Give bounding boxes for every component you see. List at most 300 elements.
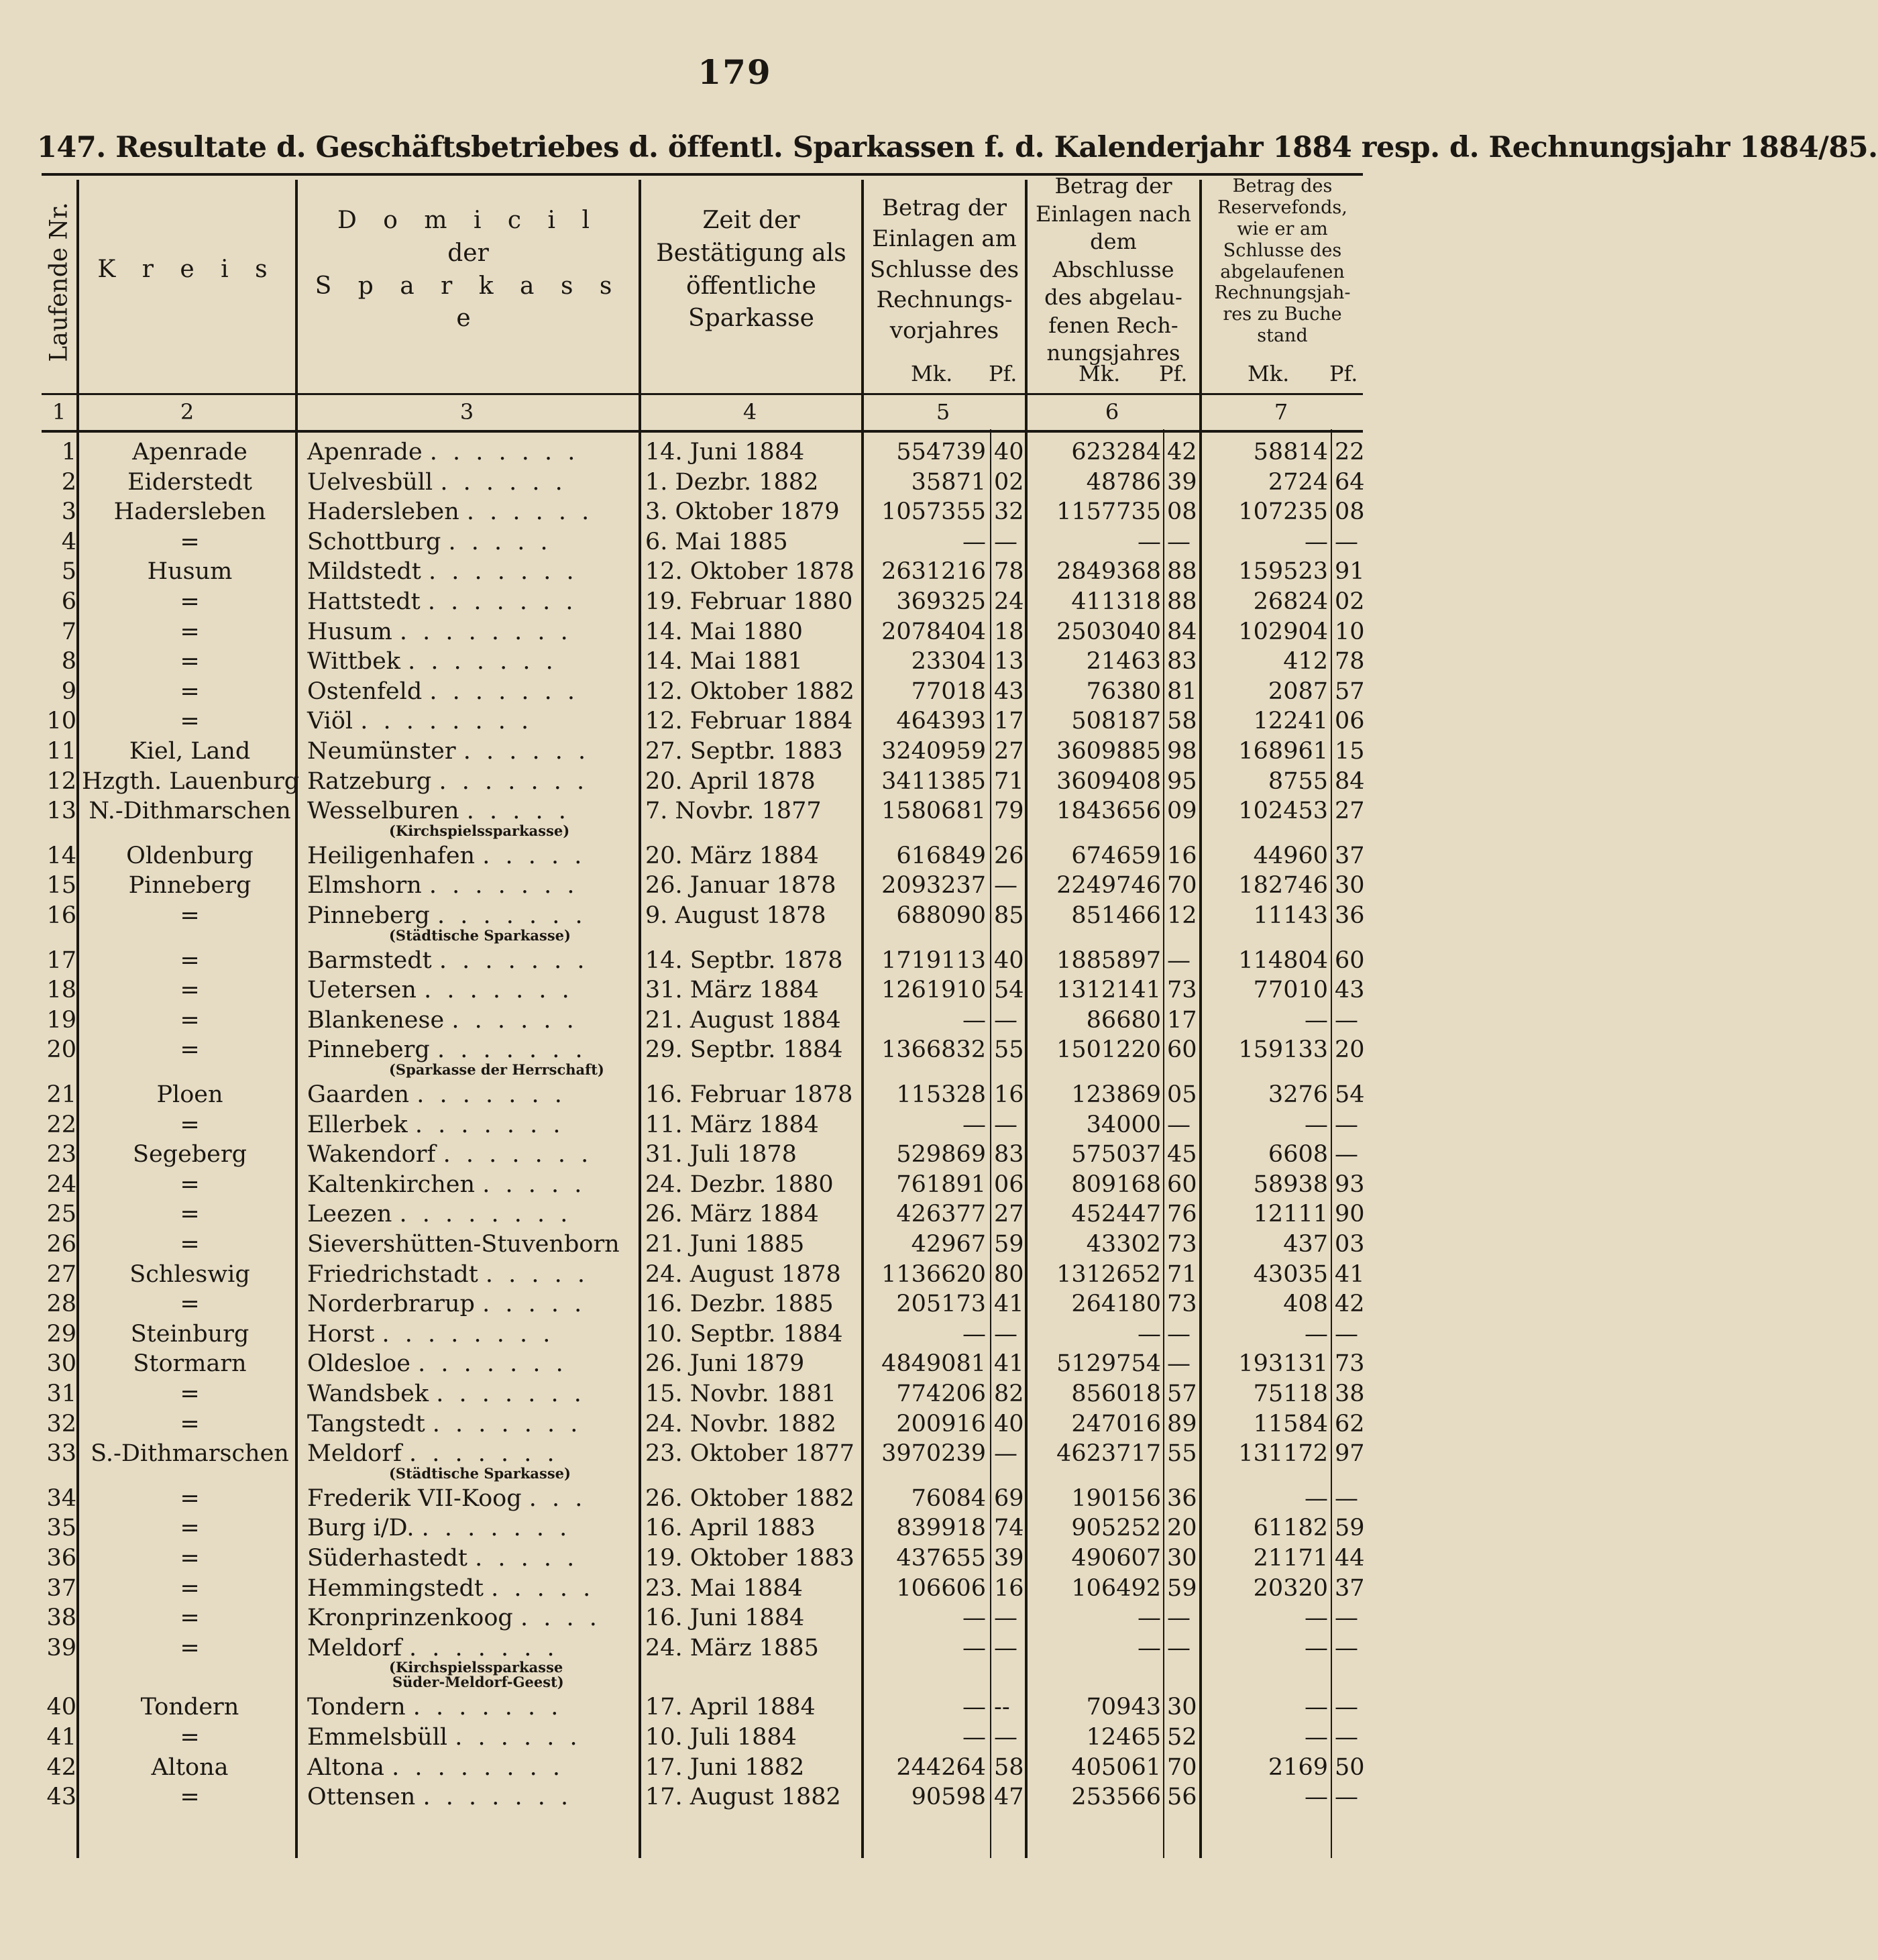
reservefonds-mk: 2087 — [1268, 677, 1328, 705]
betrag-vorjahr-pf: 74 — [994, 1515, 1024, 1542]
domicil-name: Sievershütten-Stuvenborn — [307, 1231, 620, 1258]
reservefonds-pf: 38 — [1335, 1380, 1365, 1407]
domicil-name: Mildstedt — [307, 558, 421, 586]
reservefonds-mk: 75118 — [1253, 1380, 1328, 1407]
betrag-vorjahr-mk: 200916 — [896, 1410, 986, 1437]
betrag-abschluss-mk: 1885897 — [1056, 946, 1161, 974]
domicil-cell — [307, 1036, 636, 1063]
zeit-cell: 24. Novbr. 1882 — [645, 1410, 836, 1437]
reservefonds-pf: 60 — [1335, 946, 1365, 974]
reservefonds-mk: 61182 — [1253, 1515, 1328, 1542]
kreis-cell: = — [180, 1545, 200, 1572]
unit-mk: Mk. — [1079, 361, 1121, 386]
leader-dots: . . . . . . . — [443, 1141, 593, 1168]
betrag-abschluss-mk: 123869 — [1071, 1081, 1161, 1108]
reservefonds-pf: 36 — [1335, 902, 1365, 929]
pf-divider — [990, 429, 991, 1858]
row-number: 18 — [46, 977, 76, 1004]
reservefonds-pf: 84 — [1335, 767, 1365, 795]
domicil-name: Pinneberg — [307, 1036, 430, 1064]
reservefonds-mk: 193131 — [1238, 1350, 1328, 1378]
reservefonds-mk: — — [1305, 1724, 1328, 1751]
betrag-vorjahr-mk: 554739 — [896, 439, 986, 466]
row-number: 39 — [46, 1634, 76, 1662]
leader-dots: . . . . . . . — [423, 1784, 573, 1811]
kreis-cell: = — [180, 588, 200, 615]
domicil-name: Oldesloe — [307, 1350, 410, 1378]
domicil-name: Uelvesbüll — [307, 468, 433, 496]
betrag-vorjahr-pf: 39 — [994, 1545, 1024, 1572]
row-number: 8 — [61, 648, 76, 675]
kreis-cell: Husum — [147, 558, 233, 586]
zeit-cell: 14. Juni 1884 — [645, 439, 805, 466]
col-number: 6 — [1105, 399, 1119, 425]
leader-dots: . . . . . . . — [439, 946, 589, 974]
betrag-vorjahr-mk: 90598 — [911, 1784, 986, 1811]
domicil-cell — [307, 1111, 636, 1138]
leader-dots: . . . . . — [448, 528, 552, 555]
betrag-vorjahr-pf: — — [994, 1634, 1017, 1662]
domicil-cell — [307, 708, 636, 734]
zeit-cell: 16. Juni 1884 — [645, 1604, 805, 1632]
zeit-cell: 24. März 1885 — [645, 1634, 819, 1662]
col-number: 5 — [936, 399, 950, 425]
reservefonds-pf: 91 — [1335, 558, 1365, 586]
betrag-vorjahr-mk: 1136620 — [881, 1260, 986, 1288]
domicil-name: Apenrade — [307, 439, 423, 466]
domicil-note: (Kirchspielssparkasse — [389, 1659, 563, 1676]
page-title: 147. Resultate d. Geschäftsbetriebes d. öffentl. Sparkassen f. d. Kalenderjahr 1884 resp. d. Rechnungsjahr 1884/85. — [37, 131, 1878, 164]
reservefonds-mk: 8755 — [1268, 767, 1328, 795]
zeit-cell: 23. Oktober 1877 — [645, 1440, 854, 1468]
kreis-cell: = — [180, 1380, 200, 1407]
row-number: 22 — [46, 1111, 76, 1138]
reservefonds-mk: 12111 — [1253, 1201, 1328, 1228]
zeit-cell: 12. Oktober 1878 — [645, 558, 854, 586]
reservefonds-pf: 59 — [1335, 1515, 1365, 1542]
kreis-cell: Apenrade — [132, 439, 247, 466]
row-number: 21 — [46, 1081, 76, 1108]
kreis-cell: Schleswig — [129, 1260, 250, 1288]
leader-dots: . . . . . . . — [429, 677, 579, 705]
row-number: 36 — [46, 1545, 76, 1572]
leader-dots: . . . . . . . — [432, 1410, 582, 1437]
header-betrag-vorjahr: Betrag der Einlagen am Schlusse des Rechnungs- vorjahres — [869, 194, 1019, 345]
zeit-cell: 16. April 1883 — [645, 1515, 816, 1542]
betrag-abschluss-pf: 42 — [1167, 439, 1197, 466]
domicil-name: Tondern — [307, 1694, 406, 1721]
betrag-abschluss-mk: 86680 — [1086, 1006, 1161, 1034]
col-number: 7 — [1274, 399, 1288, 425]
row-number: 37 — [46, 1574, 76, 1602]
leader-dots: . . . . . . . — [439, 767, 589, 795]
reservefonds-pf: 50 — [1335, 1753, 1365, 1781]
row-number: 5 — [61, 558, 76, 586]
betrag-abschluss-mk: 1312141 — [1056, 977, 1161, 1004]
row-number: 27 — [46, 1260, 76, 1288]
betrag-vorjahr-mk: 106606 — [896, 1574, 986, 1602]
kreis-cell: Pinneberg — [128, 872, 252, 900]
reservefonds-pf: 03 — [1335, 1231, 1365, 1258]
kreis-cell: Segeberg — [132, 1141, 247, 1168]
row-number: 12 — [46, 767, 76, 795]
betrag-vorjahr-pf: 47 — [994, 1784, 1024, 1811]
unit-pf: Pf. — [989, 361, 1017, 386]
betrag-abschluss-mk: 405061 — [1071, 1753, 1161, 1781]
reservefonds-pf: 02 — [1335, 588, 1365, 615]
reservefonds-pf: 22 — [1335, 439, 1365, 466]
domicil-name: Husum — [307, 618, 392, 645]
betrag-vorjahr-pf: 41 — [994, 1291, 1024, 1318]
betrag-abschluss-mk: 3609885 — [1056, 738, 1161, 765]
betrag-vorjahr-pf: 79 — [994, 798, 1024, 825]
betrag-abschluss-mk: 411318 — [1071, 588, 1161, 615]
domicil-name: Wesselburen — [307, 798, 459, 825]
betrag-vorjahr-mk: — — [962, 1634, 986, 1662]
betrag-abschluss-pf: 16 — [1167, 842, 1197, 869]
leader-dots: . . . . . . — [455, 1724, 582, 1751]
zeit-cell: 24. Dezbr. 1880 — [645, 1170, 834, 1198]
zeit-cell: 19. Februar 1880 — [645, 588, 853, 615]
betrag-vorjahr-pf: — — [994, 528, 1017, 555]
domicil-cell — [307, 618, 636, 645]
domicil-name: Blankenese — [307, 1006, 445, 1034]
betrag-vorjahr-mk: 76084 — [911, 1484, 986, 1512]
domicil-cell — [307, 1261, 636, 1288]
betrag-abschluss-pf: 30 — [1167, 1545, 1197, 1572]
betrag-vorjahr-pf: 40 — [994, 946, 1024, 974]
betrag-vorjahr-mk: 3411385 — [881, 767, 986, 795]
zeit-cell: 21. Juni 1885 — [645, 1231, 805, 1258]
betrag-vorjahr-mk: 1261910 — [881, 977, 986, 1004]
betrag-vorjahr-pf: — — [994, 1724, 1017, 1751]
betrag-vorjahr-pf: 13 — [994, 648, 1024, 675]
leader-dots: . . . . . . . — [409, 1440, 559, 1468]
row-number: 4 — [61, 528, 76, 555]
domicil-name: Uetersen — [307, 977, 417, 1004]
domicil-note: (Städtische Sparkasse) — [389, 926, 571, 944]
betrag-vorjahr-mk: 244264 — [896, 1753, 986, 1781]
betrag-vorjahr-mk: 529869 — [896, 1141, 986, 1168]
reservefonds-pf: 64 — [1335, 468, 1365, 496]
row-number: 20 — [46, 1036, 76, 1064]
betrag-abschluss-pf: 05 — [1167, 1081, 1197, 1108]
domicil-name: Ratzeburg — [307, 767, 432, 795]
leader-dots: . . . . . . . — [428, 558, 578, 586]
betrag-vorjahr-pf: 26 — [994, 842, 1024, 869]
betrag-vorjahr-pf: 85 — [994, 902, 1024, 929]
betrag-abschluss-pf: 58 — [1167, 708, 1197, 735]
zeit-cell: 26. Oktober 1882 — [645, 1484, 854, 1512]
betrag-abschluss-mk: 70943 — [1086, 1694, 1161, 1721]
row-number: 14 — [46, 842, 76, 869]
page-number: 179 — [698, 52, 772, 92]
zeit-cell: 1. Dezbr. 1882 — [645, 468, 819, 496]
betrag-abschluss-pf: 73 — [1167, 977, 1197, 1004]
reservefonds-pf: — — [1335, 528, 1358, 555]
betrag-abschluss-mk: 452447 — [1071, 1201, 1161, 1228]
domicil-name: Frederik VII-Koog — [307, 1484, 522, 1512]
betrag-abschluss-mk: — — [1138, 528, 1161, 555]
domicil-cell — [307, 648, 636, 675]
domicil-cell — [307, 1411, 636, 1437]
domicil-name: Barmstedt — [307, 946, 432, 974]
zeit-cell: 14. Mai 1881 — [645, 648, 803, 675]
zeit-cell: 11. März 1884 — [645, 1111, 819, 1138]
betrag-vorjahr-mk: 2078404 — [881, 618, 986, 645]
row-number: 23 — [46, 1141, 76, 1168]
leader-dots: . . . . . — [491, 1574, 595, 1602]
betrag-abschluss-pf: 55 — [1167, 1440, 1197, 1468]
domicil-name: Friedrichstadt — [307, 1260, 478, 1288]
kreis-cell: Kiel, Land — [129, 738, 251, 765]
betrag-abschluss-pf: 09 — [1167, 798, 1197, 825]
betrag-vorjahr-pf: 16 — [994, 1081, 1024, 1108]
reservefonds-mk: 77010 — [1253, 977, 1328, 1004]
betrag-vorjahr-pf: 59 — [994, 1231, 1024, 1258]
betrag-vorjahr-mk: 205173 — [896, 1291, 986, 1318]
domicil-name: Süderhastedt — [307, 1545, 467, 1572]
zeit-cell: 10. Juli 1884 — [645, 1724, 797, 1751]
betrag-abschluss-mk: 253566 — [1071, 1784, 1161, 1811]
domicil-cell — [307, 1784, 636, 1810]
zeit-cell: 20. April 1878 — [645, 767, 816, 795]
betrag-abschluss-mk: — — [1138, 1634, 1161, 1662]
reservefonds-pf: — — [1335, 1111, 1358, 1138]
betrag-vorjahr-pf: 16 — [994, 1574, 1024, 1602]
betrag-vorjahr-pf: 78 — [994, 558, 1024, 586]
reservefonds-pf: 30 — [1335, 872, 1365, 900]
domicil-note: (Sparkasse der Herrschaft) — [389, 1061, 604, 1078]
row-number: 13 — [46, 798, 76, 825]
reservefonds-mk: — — [1305, 528, 1328, 555]
col-number: 1 — [52, 399, 66, 425]
domicil-name: Neumünster — [307, 738, 456, 765]
domicil-note: (Städtische Sparkasse) — [389, 1464, 571, 1482]
betrag-abschluss-mk: 43302 — [1086, 1231, 1161, 1258]
betrag-abschluss-pf: 88 — [1167, 558, 1197, 586]
betrag-vorjahr-mk: — — [962, 1006, 986, 1034]
betrag-abschluss-mk: 34000 — [1086, 1111, 1161, 1138]
leader-dots: . . . . . . . — [436, 1380, 586, 1407]
pf-divider — [1331, 429, 1332, 1858]
reservefonds-pf: 93 — [1335, 1170, 1365, 1198]
leader-dots: . . . — [529, 1484, 587, 1512]
domicil-cell — [307, 1007, 636, 1034]
row-number: 19 — [46, 1006, 76, 1034]
domicil-cell — [307, 1350, 636, 1377]
row-number: 17 — [46, 946, 76, 974]
domicil-name: Kaltenkirchen — [307, 1170, 476, 1198]
betrag-abschluss-mk: 623284 — [1071, 439, 1161, 466]
row-number: 42 — [46, 1753, 76, 1781]
betrag-vorjahr-pf: -- — [994, 1694, 1010, 1721]
reservefonds-pf: — — [1335, 1604, 1358, 1632]
betrag-abschluss-mk: 106492 — [1071, 1574, 1161, 1602]
reservefonds-pf: — — [1335, 1724, 1358, 1751]
betrag-abschluss-pf: 60 — [1167, 1036, 1197, 1064]
leader-dots: . . . . . . . — [417, 1081, 566, 1108]
betrag-abschluss-pf: 57 — [1167, 1380, 1197, 1407]
betrag-vorjahr-pf: — — [994, 1320, 1017, 1348]
row-number: 11 — [46, 738, 76, 765]
reservefonds-pf: 41 — [1335, 1260, 1365, 1288]
domicil-cell — [307, 977, 636, 1003]
betrag-abschluss-mk: 2249746 — [1056, 872, 1161, 900]
betrag-abschluss-mk: 3609408 — [1056, 767, 1161, 795]
betrag-abschluss-mk: 851466 — [1071, 902, 1161, 929]
betrag-abschluss-mk: 1312652 — [1056, 1260, 1161, 1288]
domicil-name: Tangstedt — [307, 1410, 425, 1437]
betrag-vorjahr-mk: 3970239 — [881, 1440, 986, 1468]
betrag-vorjahr-pf: 27 — [994, 738, 1024, 765]
betrag-abschluss-mk: 1157735 — [1056, 498, 1161, 526]
betrag-vorjahr-mk: 369325 — [896, 588, 986, 615]
kreis-cell: = — [180, 902, 200, 929]
betrag-abschluss-mk: 575037 — [1071, 1141, 1161, 1168]
reservefonds-pf: 06 — [1335, 708, 1365, 735]
header-laufende-nr: Laufende Nr. — [45, 201, 73, 362]
domicil-cell — [307, 1604, 636, 1631]
zeit-cell: 31. März 1884 — [645, 977, 819, 1004]
kreis-cell: = — [180, 1604, 200, 1632]
domicil-cell — [307, 1724, 636, 1751]
betrag-abschluss-pf: 45 — [1167, 1141, 1197, 1168]
domicil-cell — [307, 1440, 636, 1467]
betrag-vorjahr-mk: 437655 — [896, 1545, 986, 1572]
leader-dots: . . . . . . . — [429, 439, 579, 466]
reservefonds-mk: 412 — [1283, 648, 1328, 675]
domicil-cell — [307, 498, 636, 525]
betrag-abschluss-mk: 674659 — [1071, 842, 1161, 869]
betrag-vorjahr-pf: 55 — [994, 1036, 1024, 1064]
kreis-cell: = — [180, 1515, 200, 1542]
kreis-cell: = — [180, 648, 200, 675]
reservefonds-mk: — — [1305, 1484, 1328, 1512]
leader-dots: . . . . . . . . — [360, 708, 533, 735]
zeit-cell: 27. Septbr. 1883 — [645, 738, 843, 765]
kreis-cell: = — [180, 1784, 200, 1811]
betrag-abschluss-pf: 89 — [1167, 1410, 1197, 1437]
betrag-abschluss-mk: — — [1138, 1320, 1161, 1348]
leader-dots: . . . . . . . . — [399, 618, 572, 645]
header-kreis: K r e i s — [97, 256, 277, 284]
reservefonds-mk: 102904 — [1238, 618, 1328, 645]
kreis-cell: = — [180, 1111, 200, 1138]
row-number: 30 — [46, 1350, 76, 1378]
reservefonds-mk: 182746 — [1238, 872, 1328, 900]
domicil-name: Hattstedt — [307, 588, 421, 615]
row-number: 1 — [61, 439, 76, 466]
betrag-abschluss-pf: 83 — [1167, 648, 1197, 675]
zeit-cell: 17. Juni 1882 — [645, 1753, 805, 1781]
betrag-abschluss-mk: 1843656 — [1056, 798, 1161, 825]
leader-dots: . . . . . . . . — [399, 1201, 572, 1228]
betrag-vorjahr-mk: — — [962, 1724, 986, 1751]
reservefonds-mk: — — [1305, 1006, 1328, 1034]
kreis-cell: = — [180, 1170, 200, 1198]
betrag-vorjahr-pf: 82 — [994, 1380, 1024, 1407]
row-number: 7 — [61, 618, 76, 645]
reservefonds-mk: 102453 — [1238, 798, 1328, 825]
betrag-abschluss-pf: — — [1167, 1350, 1191, 1378]
domicil-cell — [307, 469, 636, 496]
kreis-cell: = — [180, 1006, 200, 1034]
kreis-cell: = — [180, 1410, 200, 1437]
betrag-abschluss-mk: 2849368 — [1056, 558, 1161, 586]
betrag-abschluss-pf: 95 — [1167, 767, 1197, 795]
betrag-abschluss-pf: — — [1167, 528, 1191, 555]
kreis-cell: = — [180, 708, 200, 735]
betrag-abschluss-pf: 12 — [1167, 902, 1197, 929]
betrag-abschluss-pf: — — [1167, 946, 1191, 974]
domicil-name: Altona — [307, 1753, 385, 1781]
betrag-vorjahr-pf: 41 — [994, 1350, 1024, 1378]
domicil-cell — [307, 1231, 636, 1258]
domicil-name: Hadersleben — [307, 498, 459, 526]
reservefonds-mk: 159523 — [1238, 558, 1328, 586]
betrag-abschluss-mk: 12465 — [1086, 1724, 1161, 1751]
betrag-abschluss-pf: 76 — [1167, 1201, 1197, 1228]
domicil-cell — [307, 1081, 636, 1108]
reservefonds-pf: — — [1335, 1634, 1358, 1662]
header-betrag-abschluss: Betrag der Einlagen nach dem Abschlusse des abgelau- fenen Rech- nungsjahres — [1036, 172, 1191, 366]
kreis-cell: Ploen — [156, 1081, 223, 1108]
domicil-cell — [307, 1545, 636, 1572]
domicil-name: Viöl — [307, 708, 353, 735]
reservefonds-pf: 15 — [1335, 738, 1365, 765]
zeit-cell: 20. März 1884 — [645, 842, 819, 869]
betrag-vorjahr-mk: 426377 — [896, 1201, 986, 1228]
kreis-cell: Eiderstedt — [127, 468, 252, 496]
betrag-abschluss-pf: 52 — [1167, 1724, 1197, 1751]
leader-dots: . . . . . . . — [408, 648, 557, 675]
domicil-cell — [307, 558, 636, 585]
row-number: 29 — [46, 1320, 76, 1348]
row-number: 41 — [46, 1724, 76, 1751]
betrag-abschluss-pf: 39 — [1167, 468, 1197, 496]
betrag-vorjahr-pf: 27 — [994, 1201, 1024, 1228]
leader-dots: . . . . . . . — [418, 1350, 567, 1378]
betrag-vorjahr-pf: 69 — [994, 1484, 1024, 1512]
leader-dots: . . . . . . . — [415, 1111, 565, 1138]
betrag-abschluss-pf: 08 — [1167, 498, 1197, 526]
betrag-vorjahr-pf: 02 — [994, 468, 1024, 496]
row-number: 33 — [46, 1440, 76, 1468]
leader-dots: . . . . . — [482, 1291, 586, 1318]
betrag-abschluss-pf: 56 — [1167, 1784, 1197, 1811]
leader-dots: . . . . . — [485, 1260, 590, 1288]
betrag-abschluss-pf: 84 — [1167, 618, 1197, 645]
betrag-vorjahr-mk: 761891 — [896, 1170, 986, 1198]
betrag-abschluss-mk: 508187 — [1071, 708, 1161, 735]
betrag-vorjahr-mk: 774206 — [896, 1380, 986, 1407]
betrag-vorjahr-mk: 1719113 — [881, 946, 986, 974]
pf-divider — [1163, 429, 1164, 1858]
betrag-abschluss-mk: 4623717 — [1056, 1440, 1161, 1468]
domicil-name: Meldorf — [307, 1634, 402, 1662]
domicil-cell — [307, 1321, 636, 1348]
domicil-cell — [307, 529, 636, 555]
leader-dots: . . . . . . . — [429, 872, 579, 900]
betrag-abschluss-mk: 905252 — [1071, 1515, 1161, 1542]
kreis-cell: = — [180, 1231, 200, 1258]
betrag-vorjahr-pf: 54 — [994, 977, 1024, 1004]
domicil-name: Emmelsbüll — [307, 1724, 448, 1751]
betrag-vorjahr-mk: 1057355 — [881, 498, 986, 526]
zeit-cell: 23. Mai 1884 — [645, 1574, 803, 1602]
domicil-name: Schottburg — [307, 528, 441, 555]
